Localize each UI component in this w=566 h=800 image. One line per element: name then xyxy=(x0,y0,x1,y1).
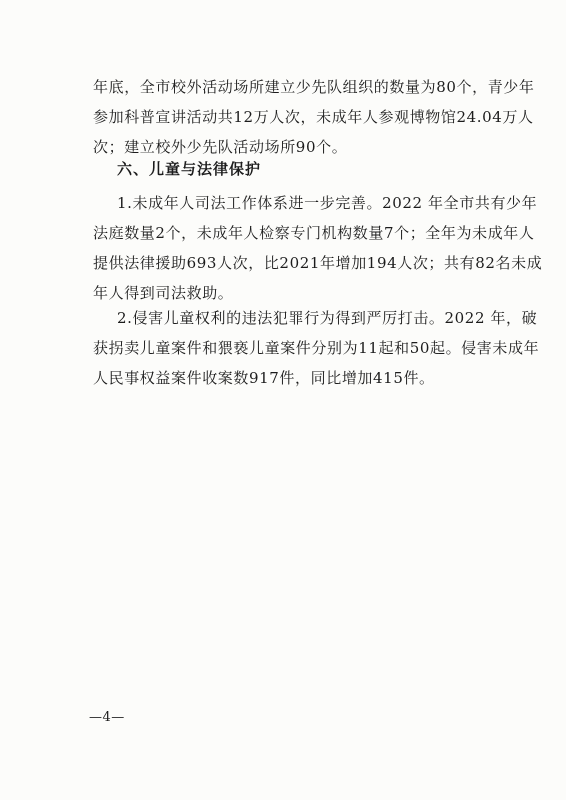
text-line: 法庭数量2个，未成年人检察专门机构数量7个；全年为未成年人 xyxy=(93,224,535,242)
text-line: 获拐卖儿童案件和猥亵儿童案件分别为11起和50起。侵害未成年 xyxy=(93,339,540,357)
paragraph-juvenile-justice xyxy=(93,188,543,308)
section-heading: 六、儿童与法律保护 xyxy=(117,160,262,178)
text-line: 人民事权益案件收案数917件，同比增加415件。 xyxy=(93,369,435,387)
paragraph-crime-crackdown xyxy=(93,303,540,393)
text-line: 1.未成年人司法工作体系进一步完善。2022 年全市共有少年 xyxy=(117,194,538,212)
text-line: 2.侵害儿童权利的违法犯罪行为得到严厉打击。2022 年，破 xyxy=(117,309,538,327)
text-line: 年人得到司法救助。 xyxy=(93,284,234,302)
text-line: 提供法律援助693人次，比2021年增加194人次；共有82名未成 xyxy=(93,254,543,272)
paragraph-continued xyxy=(93,72,535,162)
text-line: 参加科普宣讲活动共12万人次，未成年人参观博物馆24.04万人 xyxy=(93,108,534,126)
text-line: 年底，全市校外活动场所建立少先队组织的数量为80个，青少年 xyxy=(93,78,535,96)
text-line: 次；建立校外少先队活动场所90个。 xyxy=(93,138,348,156)
page-number: —4— xyxy=(89,710,125,725)
